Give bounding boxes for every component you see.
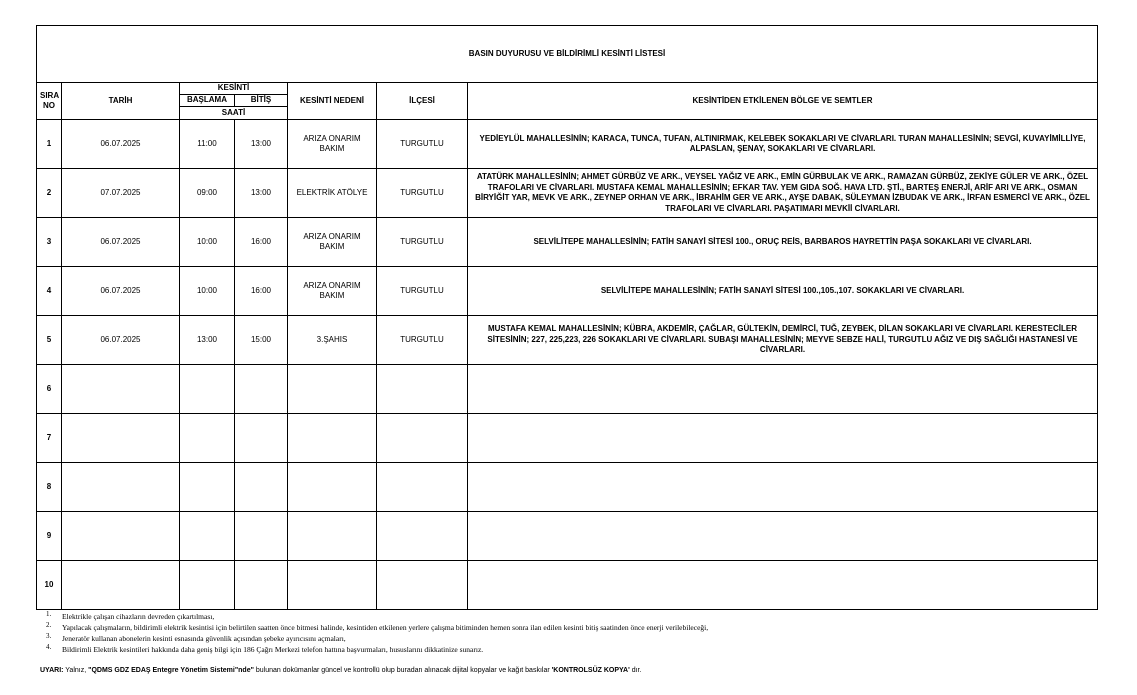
table-row [37,316,1098,365]
row-bitis-saati: 15:00 [235,316,288,365]
row-baslama-saati [180,365,235,414]
outage-list-sheet [36,25,1097,610]
row-bitis-saati: 13:00 [235,120,288,169]
row-tarih: 07.07.2025 [62,169,180,218]
header-kesinti: KESİNTİ [180,83,288,95]
row-ilce: TURGUTLU [377,316,468,365]
row-etkilenen-bolge [468,561,1098,610]
row-ilce [377,365,468,414]
row-baslama-saati [180,561,235,610]
note-text: Jeneratör kullanan abonelerin kesinti esnasında güvenlik açısından şebeke ayırıcısını açmaları, [62,634,346,643]
note-number: 2. [46,621,52,629]
row-tarih: 06.07.2025 [62,267,180,316]
row-bitis-saati [235,414,288,463]
row-baslama-saati [180,414,235,463]
row-bitis-saati: 13:00 [235,169,288,218]
note-item [40,633,1100,644]
row-tarih [62,463,180,512]
notes-list [40,611,1100,655]
row-sira-no: 10 [37,561,62,610]
row-ilce [377,561,468,610]
table-row [37,561,1098,610]
row-baslama-saati: 10:00 [180,267,235,316]
row-ilce: TURGUTLU [377,120,468,169]
row-kesinti-nedeni [288,561,377,610]
row-etkilenen-bolge: MUSTAFA KEMAL MAHALLESİNİN; KÜBRA, AKDEMİR, ÇAĞLAR, GÜLTEKİN, DEMİRCİ, TUĞ, ZEYBEK, DİLAN SOKAKLARI VE CİVARLARI. KERESTECİLER SİTESİNİN; 227, 225,223, 226 SOKAKLARI VE CİVARLARI. SUBAŞI MAHALLESİNİN; MEYVE SEBZE HALİ, TURGUTLU AĞIZ VE DIŞ SAĞLIĞI HASTANESİ VE CİVARLARI. [468,316,1098,365]
table-row [37,267,1098,316]
row-baslama-saati: 13:00 [180,316,235,365]
row-tarih [62,561,180,610]
row-bitis-saati [235,365,288,414]
row-ilce: TURGUTLU [377,267,468,316]
row-bitis-saati [235,512,288,561]
warning-text-3: dır. [629,667,642,674]
warning-bold-1: "QDMS GDZ EDAŞ Entegre Yönetim Sistemi"nde" [88,667,254,674]
row-baslama-saati [180,463,235,512]
header-bitis: BİTİŞ [235,95,288,107]
row-sira-no: 1 [37,120,62,169]
row-ilce [377,414,468,463]
row-bitis-saati: 16:00 [235,218,288,267]
row-baslama-saati: 10:00 [180,218,235,267]
row-kesinti-nedeni [288,414,377,463]
row-etkilenen-bolge [468,463,1098,512]
warning-prefix: UYARI: [40,667,64,674]
row-sira-no: 4 [37,267,62,316]
table-row [37,414,1098,463]
header-sira-no: SIRA NO [37,83,62,120]
table-row [37,365,1098,414]
outage-table [36,25,1098,610]
row-kesinti-nedeni [288,512,377,561]
row-baslama-saati: 09:00 [180,169,235,218]
page-title: BASIN DUYURUSU VE BİLDİRİMLİ KESİNTİ LİSTESİ [37,26,1098,83]
row-ilce [377,512,468,561]
row-etkilenen-bolge: SELVİLİTEPE MAHALLESİNİN; FATİH SANAYİ SİTESİ 100.,105.,107. SOKAKLARI VE CİVARLARI. [468,267,1098,316]
row-etkilenen-bolge [468,365,1098,414]
table-row [37,120,1098,169]
table-row [37,169,1098,218]
header-kesinti-nedeni: KESİNTİ NEDENİ [288,83,377,120]
row-bitis-saati [235,561,288,610]
row-baslama-saati: 11:00 [180,120,235,169]
warning-bold-2: 'KONTROLSÜZ KOPYA' [551,667,630,674]
row-tarih: 06.07.2025 [62,316,180,365]
row-sira-no: 3 [37,218,62,267]
row-kesinti-nedeni [288,463,377,512]
note-text: Bildirimli Elektrik kesintileri hakkında daha geniş bilgi için 186 Çağrı Merkezi telefon hattına başvurmaları, hususlarını dikkatinize sunarız. [62,645,484,654]
row-sira-no: 9 [37,512,62,561]
row-etkilenen-bolge: YEDİEYLÜL MAHALLESİNİN; KARACA, TUNCA, TUFAN, ALTINIRMAK, KELEBEK SOKAKLARI VE CİVARLARI. TURAN MAHALLESİNİN; SEVGİ, KUVAYİMİLLİYE, ALPASLAN, ŞENAY, SOKAKLARI VE CİVARLARI. [468,120,1098,169]
row-bitis-saati: 16:00 [235,267,288,316]
note-text: Yapılacak çalışmaların, bildirimli elektrik kesintisi için belirtilen saatten önce bitmesi halinde, kesintiden etkilenen yerlere çalışma bitiminden hemen sonra ilan edilen kesinti bitiş saatinden önce enerji verilebileceği, [62,623,709,632]
note-number: 3. [46,632,52,640]
header-baslama: BAŞLAMA [180,95,235,107]
row-kesinti-nedeni: 3.ŞAHIS [288,316,377,365]
row-tarih [62,512,180,561]
row-kesinti-nedeni [288,365,377,414]
row-tarih: 06.07.2025 [62,218,180,267]
row-sira-no: 5 [37,316,62,365]
note-number: 1. [46,610,52,618]
row-ilce: TURGUTLU [377,169,468,218]
note-item [40,611,1100,622]
table-row [37,463,1098,512]
row-kesinti-nedeni: ARIZA ONARIM BAKIM [288,267,377,316]
row-kesinti-nedeni: ARIZA ONARIM BAKIM [288,120,377,169]
note-number: 4. [46,643,52,651]
row-ilce [377,463,468,512]
row-kesinti-nedeni: ARIZA ONARIM BAKIM [288,218,377,267]
row-tarih [62,365,180,414]
warning-text-1: Yalnız, [63,667,89,674]
row-etkilenen-bolge [468,414,1098,463]
note-item [40,644,1100,655]
row-baslama-saati [180,512,235,561]
row-tarih: 06.07.2025 [62,120,180,169]
row-sira-no: 6 [37,365,62,414]
table-row [37,512,1098,561]
uncontrolled-copy-warning [40,667,641,674]
header-ilcesi: İLÇESİ [377,83,468,120]
header-tarih: TARİH [62,83,180,120]
note-text: Elektrikle çalışan cihazların devreden çıkartılması, [62,612,215,621]
table-row [37,218,1098,267]
row-etkilenen-bolge: SELVİLİTEPE MAHALLESİNİN; FATİH SANAYİ SİTESİ 100., ORUÇ REİS, BARBAROS HAYRETTİN PAŞA SOKAKLARI VE CİVARLARI. [468,218,1098,267]
row-bitis-saati [235,463,288,512]
row-sira-no: 8 [37,463,62,512]
row-sira-no: 2 [37,169,62,218]
row-ilce: TURGUTLU [377,218,468,267]
warning-text-2: bulunan dokümanlar güncel ve kontrollü olup buradan alınacak dijital kopyalar ve kağıt baskılar [253,667,552,674]
header-saati: SAATİ [180,107,288,120]
note-item [40,622,1100,633]
header-bolge: KESİNTİDEN ETKİLENEN BÖLGE VE SEMTLER [468,83,1098,120]
row-kesinti-nedeni: ELEKTRİK ATÖLYE [288,169,377,218]
row-tarih [62,414,180,463]
row-etkilenen-bolge [468,512,1098,561]
row-etkilenen-bolge: ATATÜRK MAHALLESİNİN; AHMET GÜRBÜZ VE ARK., VEYSEL YAĞIZ VE ARK., EMİN GÜRBULAK VE ARK., RAMAZAN GÜRBÜZ, ZEKİYE GÜLER VE ARK., ÖZEL TRAFOLARI VE CİVARLARI. MUSTAFA KEMAL MAHALLESİNİN; EFKAR TAV. YEM GIDA SOĞ. HAVA LTD. ŞTİ., BARTEŞ ENERJİ, ARİF ARI VE ARK., OSMAN BİRYİĞİT YAR, MEVK VE ARK., ZEYNEP ORHAN VE ARK., İBRAHİM GER VE ARK., AYŞE DABAK, SÜLEYMAN İZBUDAK VE ARK., İRFAN ESMERCİ VE ARK., ÖZEL TRAFOLARI VE CİVARLARI. PAŞATIMARI MEVKİİ CİVARLARI. [468,169,1098,218]
row-sira-no: 7 [37,414,62,463]
